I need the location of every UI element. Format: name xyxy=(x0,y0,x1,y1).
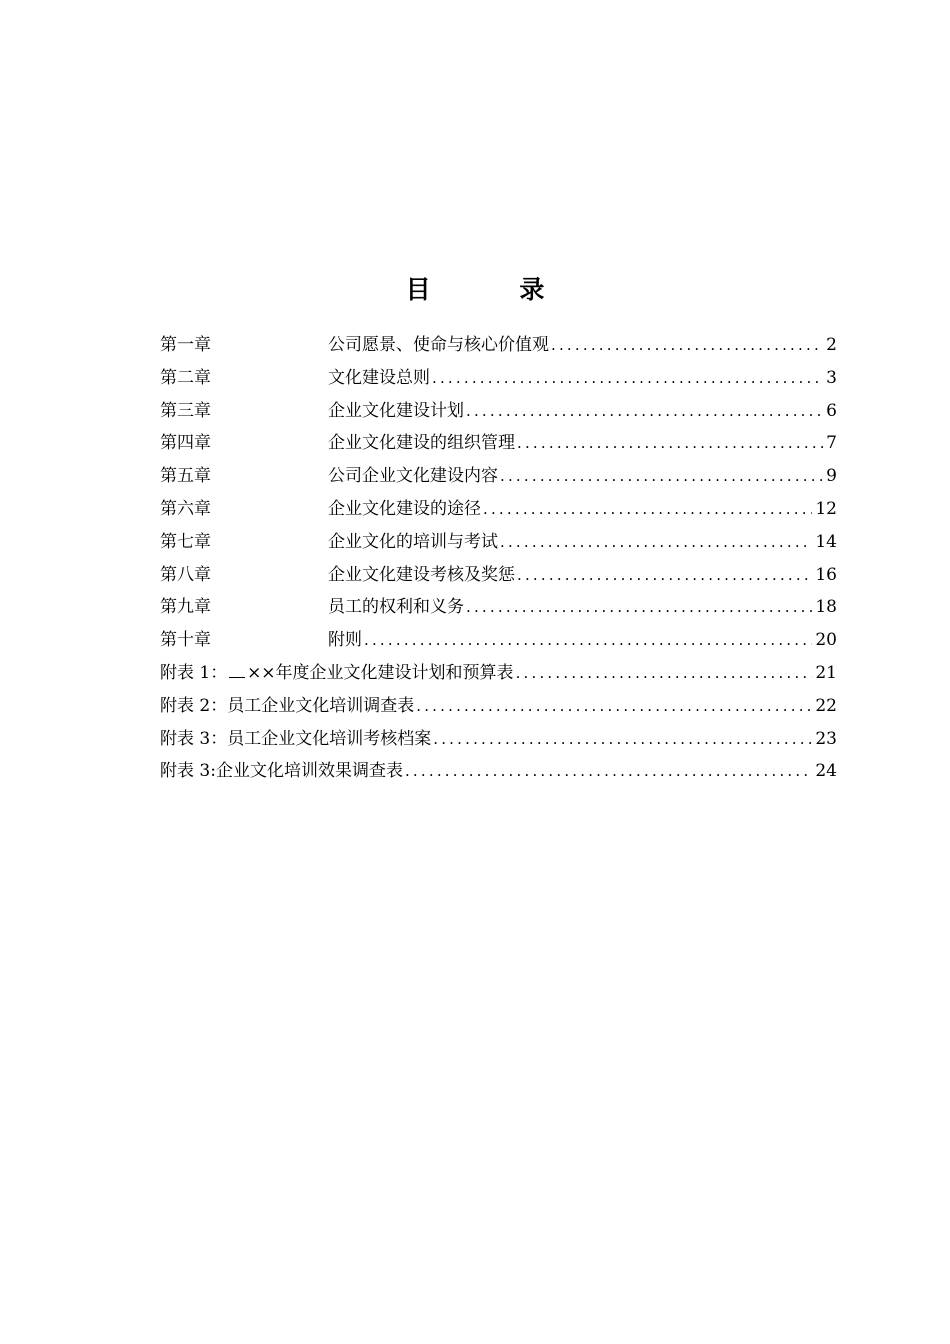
page-number: 3 xyxy=(826,367,837,388)
toc-entry-appendix-1[interactable] xyxy=(160,657,837,690)
chapter-title: 员工的权利和义务 xyxy=(328,597,464,618)
dot-leader xyxy=(466,591,812,624)
toc-entry-chapter-1[interactable] xyxy=(160,329,837,362)
chapter-number: 第二章 xyxy=(160,367,211,388)
toc-list xyxy=(160,329,837,788)
page-number: 24 xyxy=(815,761,837,782)
toc-entry-chapter-6[interactable] xyxy=(160,493,837,526)
page-number: 14 xyxy=(815,531,837,552)
chapter-title: 公司愿景、使命与核心价值观 xyxy=(328,335,549,355)
appendix-title: 员工企业文化培训考核档案 xyxy=(227,728,432,749)
dot-leader xyxy=(500,460,823,493)
chapter-number: 第五章 xyxy=(160,466,211,487)
chapter-number: 第十章 xyxy=(160,630,211,651)
toc-entry-appendix-3[interactable] xyxy=(160,723,837,756)
toc-entry-chapter-4[interactable] xyxy=(160,427,837,460)
page-number: 7 xyxy=(826,433,837,454)
appendix-title: ××年度企业文化建设计划和预算表 xyxy=(247,662,514,683)
appendix-prefix: 附表 2： xyxy=(160,695,228,716)
page-number: 21 xyxy=(815,662,837,683)
toc-entry-chapter-10[interactable] xyxy=(160,624,837,657)
page-number: 9 xyxy=(826,466,837,487)
chapter-title: 附则 xyxy=(328,630,362,651)
page-number: 18 xyxy=(815,597,837,618)
appendix-prefix: 附表 1： xyxy=(160,662,228,683)
toc-entry-chapter-7[interactable] xyxy=(160,526,837,559)
chapter-title: 文化建设总则 xyxy=(328,367,430,388)
dot-leader xyxy=(405,755,812,788)
appendix-title: 员工企业文化培训调查表 xyxy=(227,695,415,716)
chapter-title: 企业文化建设的组织管理 xyxy=(328,433,515,454)
chapter-title: 企业文化建设考核及奖惩 xyxy=(328,564,515,585)
chapter-title: 企业文化建设计划 xyxy=(328,400,464,421)
dot-leader xyxy=(483,493,812,526)
dot-leader xyxy=(500,526,812,559)
fill-in-blank xyxy=(229,659,245,678)
toc-entry-appendix-2[interactable] xyxy=(160,690,837,723)
dot-leader xyxy=(416,690,812,723)
chapter-title: 公司企业文化建设内容 xyxy=(328,466,498,487)
chapter-number: 第六章 xyxy=(160,498,211,519)
toc-entry-chapter-3[interactable] xyxy=(160,395,837,428)
appendix-title: 企业文化培训效果调查表 xyxy=(215,761,403,782)
dot-leader xyxy=(433,723,812,756)
page-number: 22 xyxy=(815,695,837,716)
chapter-number: 第三章 xyxy=(160,400,211,421)
page-number: 12 xyxy=(815,498,837,519)
chapter-number: 第八章 xyxy=(160,564,211,585)
appendix-prefix: 附表 3： xyxy=(160,728,228,749)
dot-leader xyxy=(551,329,823,362)
page-number: 2 xyxy=(826,335,837,355)
page-number: 20 xyxy=(815,630,837,651)
page-number: 16 xyxy=(815,564,837,585)
toc-entry-chapter-8[interactable] xyxy=(160,559,837,592)
dot-leader xyxy=(466,395,823,428)
dot-leader xyxy=(516,657,813,690)
chapter-title: 企业文化建设的途径 xyxy=(328,498,481,519)
dot-leader xyxy=(364,624,812,657)
toc-entry-appendix-4[interactable] xyxy=(160,755,837,788)
appendix-prefix: 附表 3: xyxy=(160,761,216,782)
dot-leader xyxy=(517,559,812,592)
chapter-number: 第七章 xyxy=(160,531,211,552)
toc-entry-chapter-9[interactable] xyxy=(160,591,837,624)
page-number: 6 xyxy=(826,400,837,421)
chapter-number: 第一章 xyxy=(160,335,211,355)
dot-leader xyxy=(432,362,823,395)
page-number: 23 xyxy=(815,728,837,749)
toc-entry-chapter-2[interactable] xyxy=(160,362,837,395)
toc-entry-chapter-5[interactable] xyxy=(160,460,837,493)
chapter-number: 第九章 xyxy=(160,597,211,618)
chapter-title: 企业文化的培训与考试 xyxy=(328,531,498,552)
toc-title: 目 录 xyxy=(405,275,585,304)
chapter-number: 第四章 xyxy=(160,433,211,454)
dot-leader xyxy=(517,427,823,460)
